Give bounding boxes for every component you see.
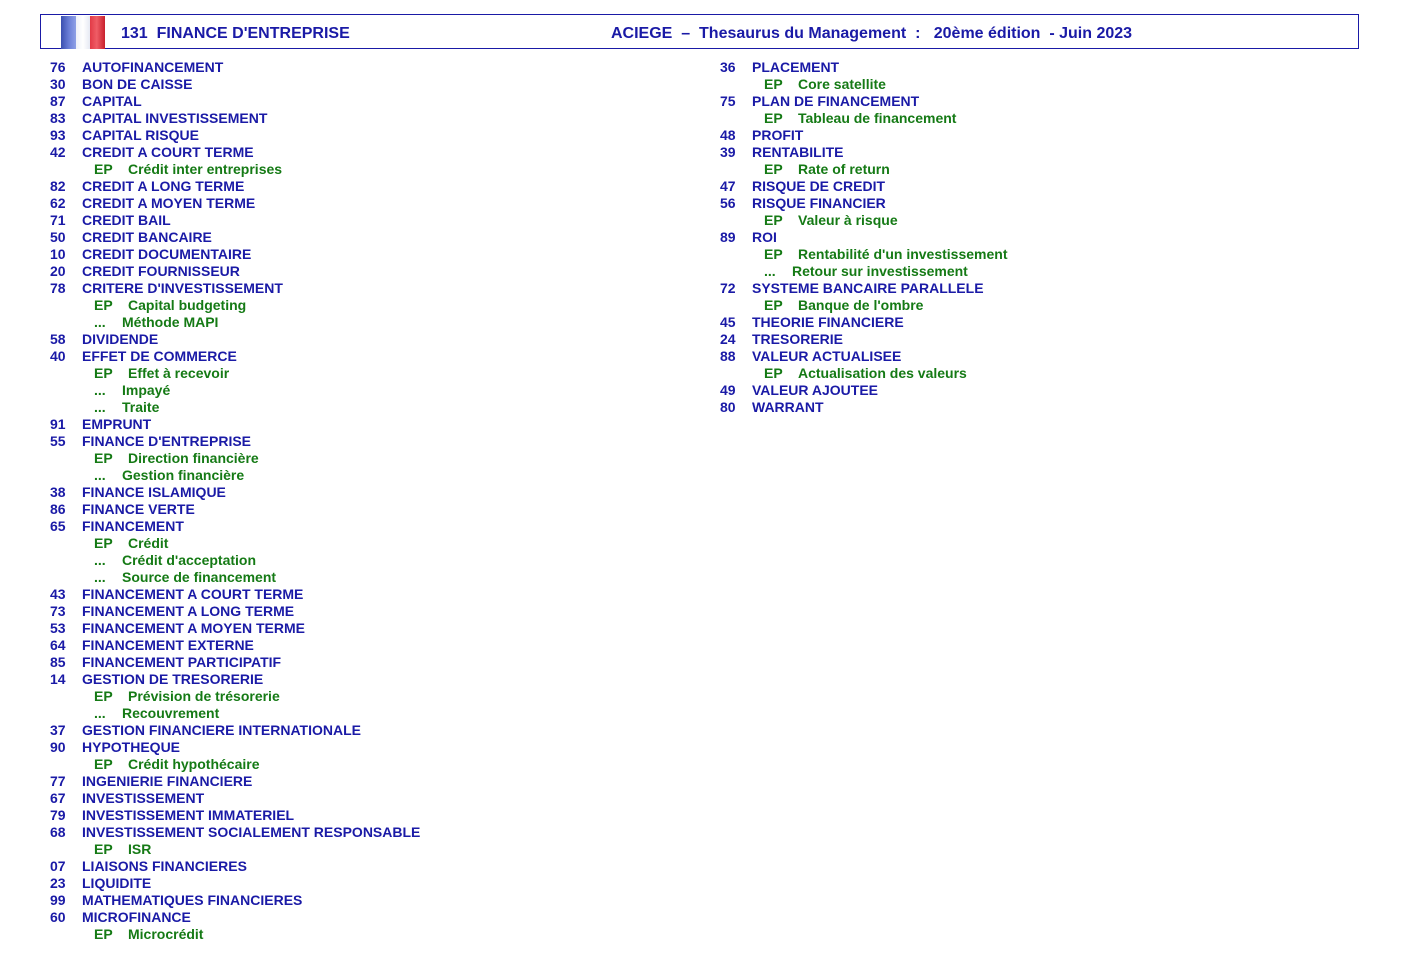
term-label: VALEUR AJOUTEE xyxy=(752,382,879,398)
term-number: 67 xyxy=(50,790,66,806)
term-number: 42 xyxy=(50,144,66,160)
term-number: 76 xyxy=(50,59,66,75)
synonym-label: Tableau de financement xyxy=(798,110,957,126)
synonym-label: Prévision de trésorerie xyxy=(128,688,280,704)
term-label: CAPITAL INVESTISSEMENT xyxy=(82,110,268,126)
term-label: RENTABILITE xyxy=(752,144,844,160)
term-label: FINANCE D'ENTREPRISE xyxy=(82,433,252,449)
term-label: PLAN DE FINANCEMENT xyxy=(752,93,920,109)
edition-date: - Juin 2023 xyxy=(1049,25,1133,42)
term-label: HYPOTHEQUE xyxy=(82,739,181,755)
term-label: FINANCEMENT A LONG TERME xyxy=(82,603,295,619)
term-label: DIVIDENDE xyxy=(82,331,159,347)
term-number: 72 xyxy=(720,280,736,296)
term-label: THEORIE FINANCIERE xyxy=(752,314,904,330)
term-label: CRITERE D'INVESTISSEMENT xyxy=(82,280,283,296)
term-number: 45 xyxy=(720,314,736,330)
synonym-label: Rentabilité d'un investissement xyxy=(798,246,1008,262)
term-number: 68 xyxy=(50,824,66,840)
term-number: 83 xyxy=(50,110,66,126)
ellipsis-tag: ... xyxy=(94,569,106,585)
term-number: 20 xyxy=(50,263,66,279)
ep-tag: EP xyxy=(94,688,113,704)
thesaurus-name: Thesaurus du Management xyxy=(699,25,907,42)
term-number: 48 xyxy=(720,127,736,143)
ep-tag: EP xyxy=(94,297,113,313)
term-number: 86 xyxy=(50,501,66,517)
term-label: CREDIT A MOYEN TERME xyxy=(82,195,256,211)
term-number: 89 xyxy=(720,229,736,245)
term-label: VALEUR ACTUALISEE xyxy=(752,348,902,364)
page-header xyxy=(40,14,1359,49)
term-number: 75 xyxy=(720,93,736,109)
term-number: 79 xyxy=(50,807,66,823)
term-label: ROI xyxy=(752,229,777,245)
synonym-label: Impayé xyxy=(122,382,171,398)
synonym-label: Capital budgeting xyxy=(128,297,247,313)
term-number: 85 xyxy=(50,654,66,670)
publisher: ACIEGE xyxy=(611,25,673,42)
term-number: 93 xyxy=(50,127,66,143)
publication-info xyxy=(611,25,1132,43)
term-label: CREDIT BANCAIRE xyxy=(82,229,212,245)
term-label: CAPITAL RISQUE xyxy=(82,127,199,143)
french-flag-icon xyxy=(61,16,105,49)
term-label: FINANCEMENT xyxy=(82,518,184,534)
synonym-label: Crédit inter entreprises xyxy=(128,161,283,177)
term-label: SYSTEME BANCAIRE PARALLELE xyxy=(752,280,984,296)
term-label: BON DE CAISSE xyxy=(82,76,193,92)
term-number: 53 xyxy=(50,620,66,636)
term-label: FINANCE VERTE xyxy=(82,501,195,517)
term-label: MICROFINANCE xyxy=(82,909,191,925)
synonym-label: Rate of return xyxy=(798,161,890,177)
ellipsis-tag: ... xyxy=(764,263,776,279)
term-label: INGENIERIE FINANCIERE xyxy=(82,773,253,789)
term-number: 07 xyxy=(50,858,66,874)
term-label: GESTION FINANCIERE INTERNATIONALE xyxy=(82,722,361,738)
term-label: WARRANT xyxy=(752,399,824,415)
term-number: 77 xyxy=(50,773,66,789)
ep-tag: EP xyxy=(764,110,783,126)
flag-white-band xyxy=(76,16,91,49)
synonym-label: Traite xyxy=(122,399,160,415)
term-label: RISQUE DE CREDIT xyxy=(752,178,886,194)
colon: : xyxy=(915,25,921,42)
term-number: 60 xyxy=(50,909,66,925)
term-label: CAPITAL xyxy=(82,93,142,109)
term-label: INVESTISSEMENT xyxy=(82,790,205,806)
term-number: 73 xyxy=(50,603,66,619)
term-label: FINANCEMENT EXTERNE xyxy=(82,637,254,653)
term-number: 24 xyxy=(720,331,736,347)
term-label: TRESORERIE xyxy=(752,331,844,347)
synonym-label: Microcrédit xyxy=(128,926,204,942)
term-label: CREDIT A COURT TERME xyxy=(82,144,254,160)
term-number: 47 xyxy=(720,178,736,194)
term-label: CREDIT BAIL xyxy=(82,212,171,228)
term-number: 37 xyxy=(50,722,66,738)
synonym-label: Direction financière xyxy=(128,450,259,466)
flag-red-band xyxy=(90,16,105,49)
term-label: PLACEMENT xyxy=(752,59,840,75)
term-number: 88 xyxy=(720,348,736,364)
synonym-label: ISR xyxy=(128,841,152,857)
term-label: CREDIT DOCUMENTAIRE xyxy=(82,246,252,262)
section-title: FINANCE D'ENTREPRISE xyxy=(156,25,350,42)
term-label: LIAISONS FINANCIERES xyxy=(82,858,247,874)
synonym-label: Retour sur investissement xyxy=(792,263,968,279)
term-number: 90 xyxy=(50,739,66,755)
term-number: 40 xyxy=(50,348,66,364)
flag-blue-band xyxy=(61,16,76,49)
ellipsis-tag: ... xyxy=(94,382,106,398)
ellipsis-tag: ... xyxy=(94,705,106,721)
ep-tag: EP xyxy=(94,841,113,857)
synonym-label: Gestion financière xyxy=(122,467,245,483)
term-label: RISQUE FINANCIER xyxy=(752,195,886,211)
ep-tag: EP xyxy=(94,450,113,466)
term-number: 38 xyxy=(50,484,66,500)
term-number: 80 xyxy=(720,399,736,415)
term-number: 55 xyxy=(50,433,66,449)
term-label: FINANCEMENT A COURT TERME xyxy=(82,586,304,602)
term-label: PROFIT xyxy=(752,127,804,143)
term-label: EFFET DE COMMERCE xyxy=(82,348,237,364)
term-label: CREDIT A LONG TERME xyxy=(82,178,245,194)
term-label: INVESTISSEMENT SOCIALEMENT RESPONSABLE xyxy=(82,824,421,840)
term-number: 64 xyxy=(50,637,66,653)
synonym-label: Core satellite xyxy=(798,76,886,92)
synonym-label: Méthode MAPI xyxy=(122,314,219,330)
ellipsis-tag: ... xyxy=(94,467,106,483)
ellipsis-tag: ... xyxy=(94,552,106,568)
dash: – xyxy=(681,25,691,42)
term-number: 78 xyxy=(50,280,66,296)
term-label: MATHEMATIQUES FINANCIERES xyxy=(82,892,303,908)
term-number: 14 xyxy=(50,671,66,687)
term-number: 91 xyxy=(50,416,66,432)
ep-tag: EP xyxy=(94,365,113,381)
ep-tag: EP xyxy=(764,161,783,177)
term-number: 71 xyxy=(50,212,66,228)
term-label: GESTION DE TRESORERIE xyxy=(82,671,264,687)
synonym-label: Crédit d'acceptation xyxy=(122,552,257,568)
term-label: FINANCEMENT A MOYEN TERME xyxy=(82,620,305,636)
term-label: AUTOFINANCEMENT xyxy=(82,59,224,75)
edition: 20ème édition xyxy=(933,25,1041,42)
term-number: 99 xyxy=(50,892,66,908)
ep-tag: EP xyxy=(94,926,113,942)
term-number: 87 xyxy=(50,93,66,109)
term-number: 39 xyxy=(720,144,736,160)
term-label: LIQUIDITE xyxy=(82,875,152,891)
term-label: INVESTISSEMENT IMMATERIEL xyxy=(82,807,295,823)
ep-tag: EP xyxy=(764,212,783,228)
term-number: 56 xyxy=(720,195,736,211)
synonym-label: Crédit xyxy=(128,535,169,551)
ep-tag: EP xyxy=(764,297,783,313)
ep-tag: EP xyxy=(94,535,113,551)
synonym-label: Valeur à risque xyxy=(798,212,898,228)
term-number: 43 xyxy=(50,586,66,602)
ep-tag: EP xyxy=(94,756,113,772)
term-number: 65 xyxy=(50,518,66,534)
term-label: FINANCE ISLAMIQUE xyxy=(82,484,226,500)
ellipsis-tag: ... xyxy=(94,314,106,330)
term-number: 62 xyxy=(50,195,66,211)
synonym-label: Crédit hypothécaire xyxy=(128,756,260,772)
term-number: 30 xyxy=(50,76,66,92)
synonym-label: Actualisation des valeurs xyxy=(798,365,967,381)
ellipsis-tag: ... xyxy=(94,399,106,415)
term-number: 49 xyxy=(720,382,736,398)
term-label: FINANCEMENT PARTICIPATIF xyxy=(82,654,282,670)
ep-tag: EP xyxy=(764,76,783,92)
section-code: 131 xyxy=(121,25,148,42)
term-label: EMPRUNT xyxy=(82,416,152,432)
synonym-label: Effet à recevoir xyxy=(128,365,230,381)
synonym-label: Banque de l'ombre xyxy=(798,297,924,313)
synonym-label: Recouvrement xyxy=(122,705,220,721)
term-number: 36 xyxy=(720,59,736,75)
ep-tag: EP xyxy=(764,246,783,262)
term-label: CREDIT FOURNISSEUR xyxy=(82,263,240,279)
term-number: 82 xyxy=(50,178,66,194)
term-number: 50 xyxy=(50,229,66,245)
ep-tag: EP xyxy=(764,365,783,381)
synonym-label: Source de financement xyxy=(122,569,277,585)
term-number: 10 xyxy=(50,246,66,262)
page-title xyxy=(121,25,350,43)
term-number: 58 xyxy=(50,331,66,347)
term-number: 23 xyxy=(50,875,66,891)
ep-tag: EP xyxy=(94,161,113,177)
